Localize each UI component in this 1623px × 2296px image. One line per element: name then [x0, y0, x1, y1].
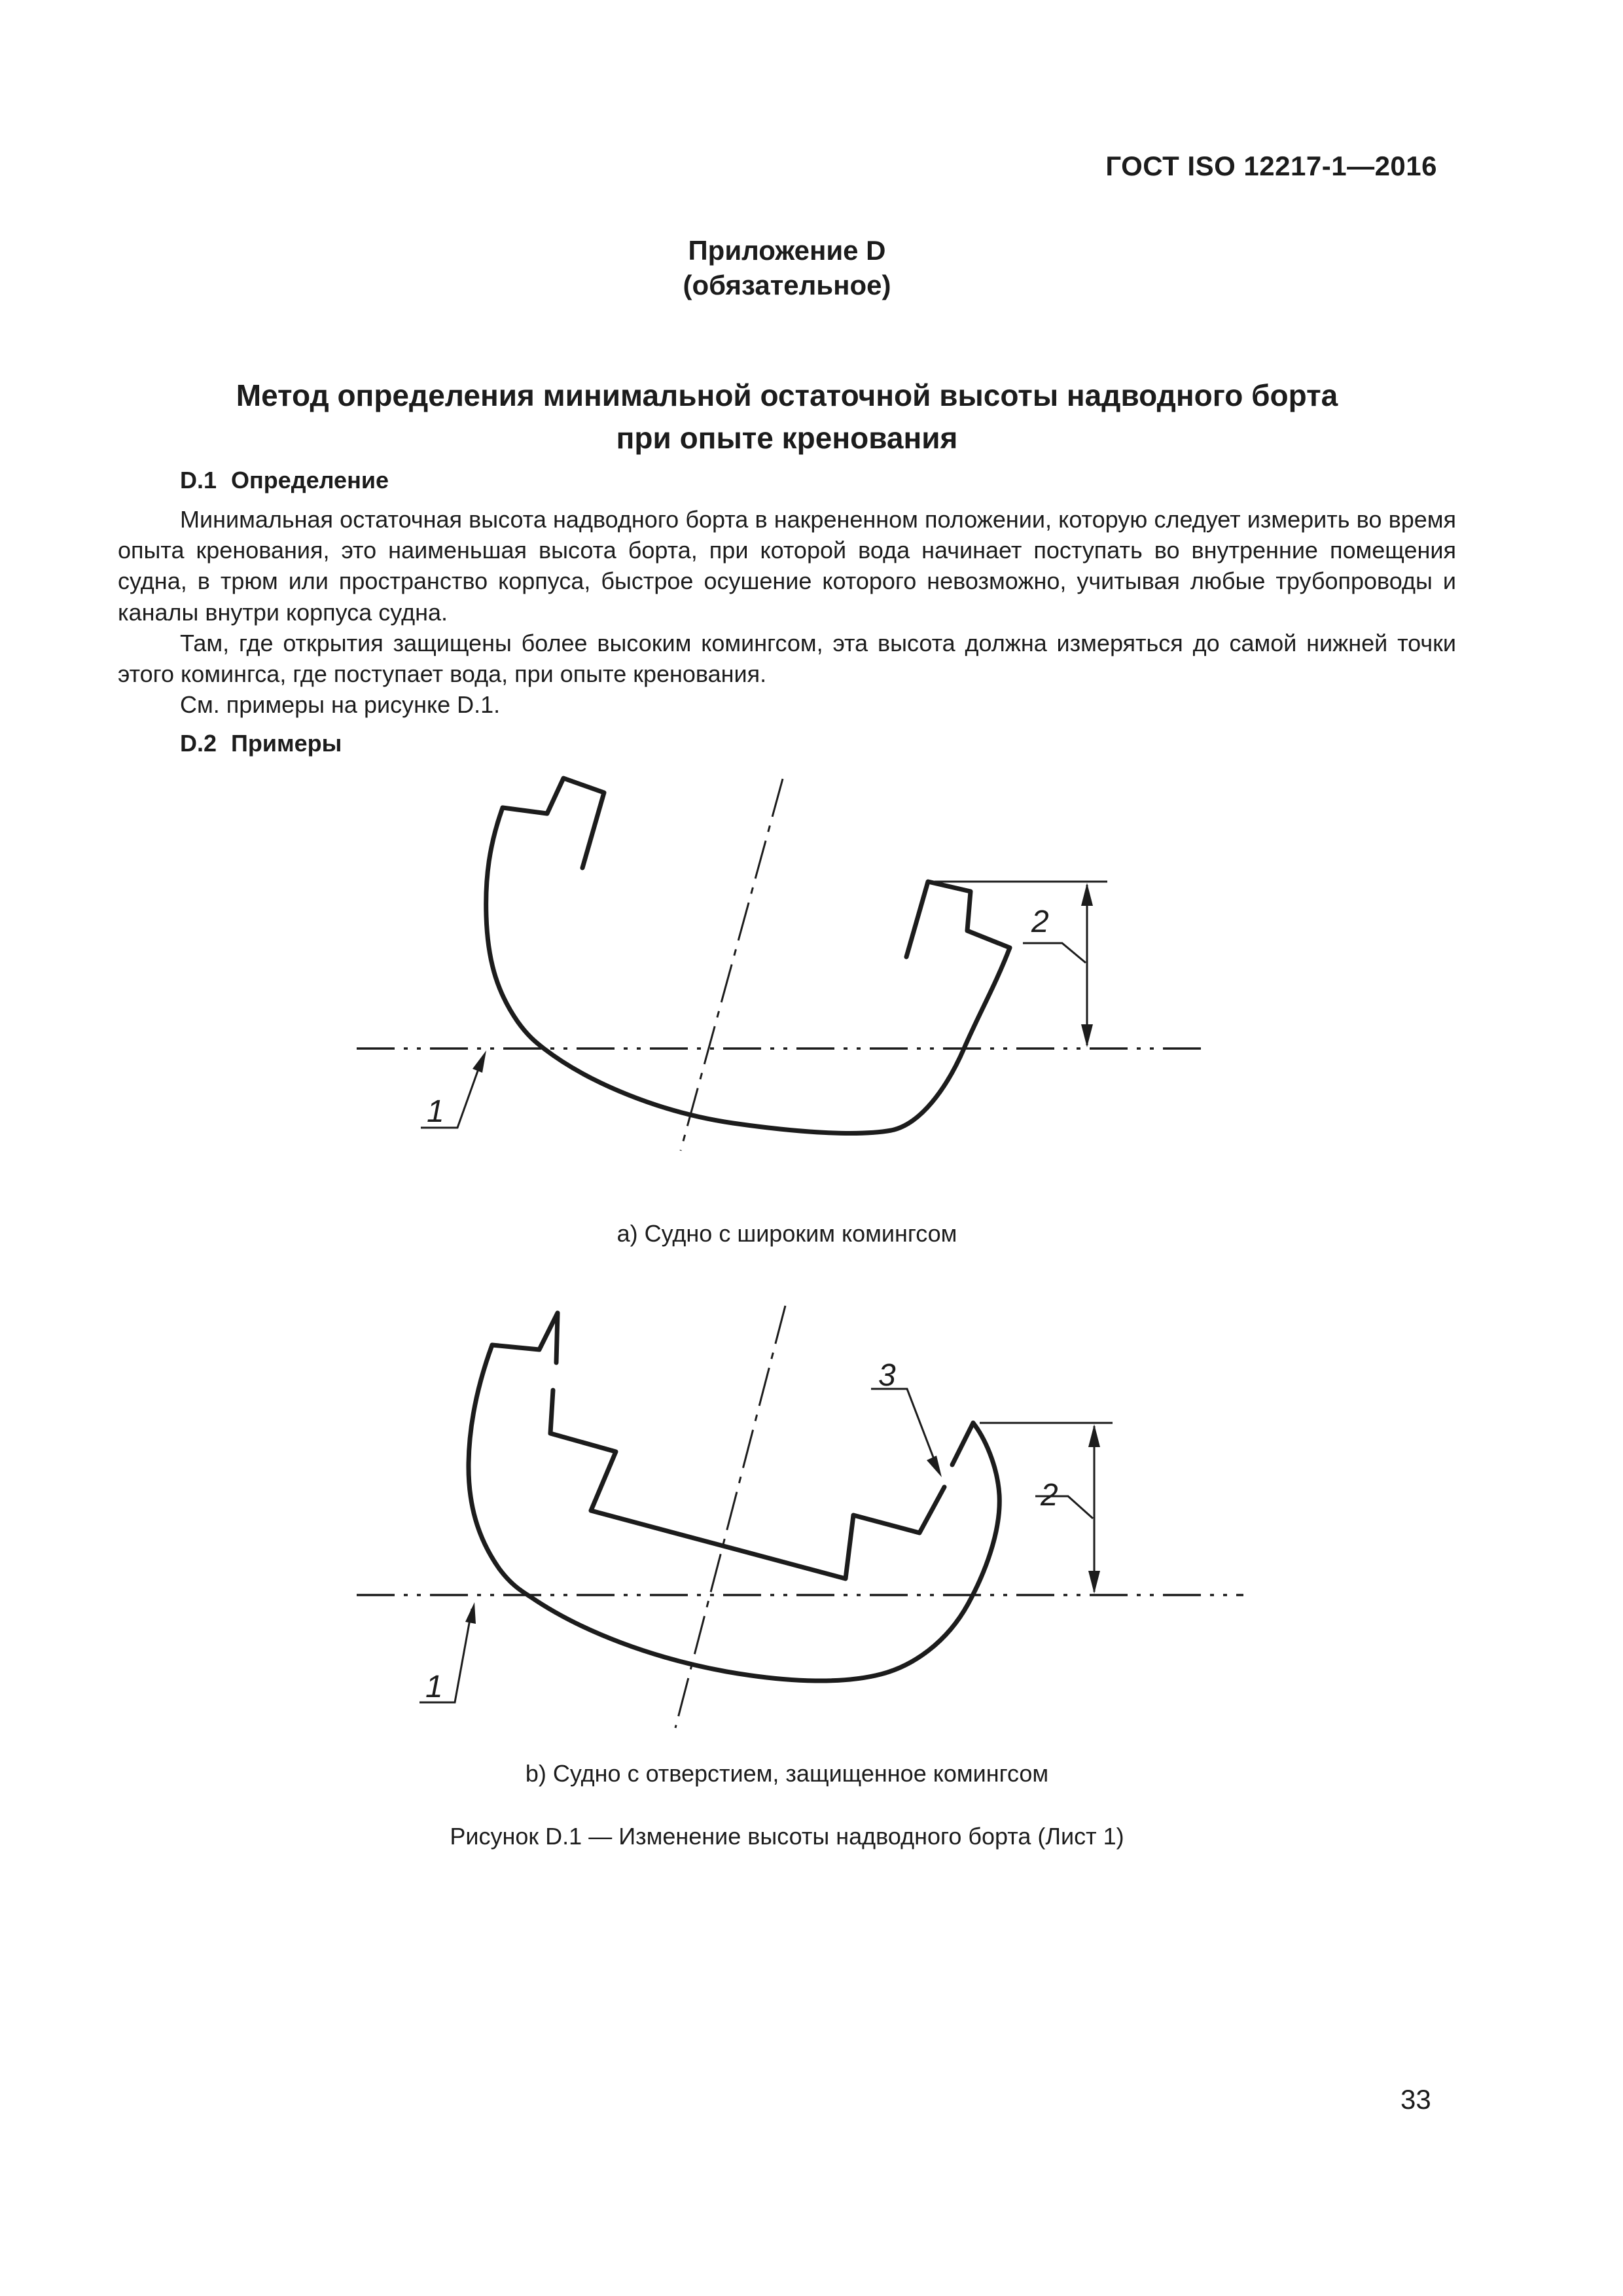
gunwale-left-a	[503, 778, 604, 868]
coaming-right-a	[906, 882, 1010, 957]
hull-outline-a	[486, 808, 1010, 1133]
coaming-wall-b	[952, 1423, 973, 1465]
label1-arrow-b	[465, 1602, 476, 1624]
label3-arrow-b	[927, 1456, 942, 1477]
section-d2-number: D.2	[180, 730, 217, 757]
page-header: ГОСТ ISO 12217-1—2016	[1105, 151, 1437, 181]
paragraph-see-examples: См. примеры на рисунке D.1.	[180, 691, 501, 719]
figure-a-caption: a) Судно с широким комингсом	[616, 1220, 957, 1247]
annex-title: Приложение D	[688, 235, 886, 266]
label2-leader-a	[1023, 943, 1086, 963]
figure-b-diagram	[327, 1299, 1296, 1744]
figure-b-caption: b) Судно с отверстием, защищенное комингсом	[525, 1760, 1049, 1787]
label-waterline-a: 1	[427, 1094, 444, 1129]
paragraph-definition: Минимальная остаточная высота надводного борта в накрененном положении, которую следует измерить во время опыта кренования, это наименьшая высота борта, при которой вода начинает поступать во внутренние помещения судна, в трюм или пространство корпуса, быстрое осушение которого невозможно, учитывая любые трубопроводы и каналы внутри корпуса судна.	[118, 506, 1456, 626]
label-freeboard-a: 2	[1031, 905, 1049, 939]
cockpit-steps-b	[550, 1390, 944, 1579]
label-freeboard-b: 2	[1041, 1478, 1058, 1513]
annex-heading	[118, 233, 1456, 302]
section-d2-heading	[118, 728, 1518, 759]
section-d2-title: Примеры	[231, 730, 342, 757]
section-d1-title: Определение	[231, 467, 389, 493]
dimension-arrow-down-b	[1088, 1571, 1100, 1594]
centerline-a	[681, 779, 783, 1151]
dimension-arrow-up-a	[1081, 883, 1093, 906]
annex-subtitle: (обязательное)	[683, 270, 891, 300]
label-waterline-b: 1	[425, 1670, 443, 1704]
gunwale-left-b	[492, 1313, 558, 1363]
document-title	[118, 374, 1456, 459]
document-title-line2: при опыте кренования	[616, 421, 958, 455]
dimension-arrow-up-b	[1088, 1424, 1100, 1447]
hull-outline-b	[469, 1345, 999, 1681]
label1-arrow-a	[473, 1050, 486, 1073]
document-title-line1: Метод определения минимальной остаточной высоты надводного борта	[236, 378, 1338, 412]
paragraph-coaming: Там, где открытия защищены более высоким комингсом, эта высота должна измеряться до самой нижней точки этого комингса, где поступает вода, при опыте кренования.	[118, 629, 1456, 688]
figure-main-caption: Рисунок D.1 — Изменение высоты надводного борта (Лист 1)	[450, 1823, 1124, 1850]
section-d1-number: D.1	[180, 467, 217, 493]
label-coaming-b: 3	[878, 1358, 896, 1393]
section-d1-heading	[118, 465, 1518, 495]
dimension-arrow-down-a	[1081, 1024, 1093, 1047]
section-d1-body	[118, 504, 1456, 720]
label3-leader-b	[871, 1389, 937, 1467]
figure-a-diagram	[327, 759, 1257, 1204]
page-number: 33	[1400, 2084, 1431, 2115]
